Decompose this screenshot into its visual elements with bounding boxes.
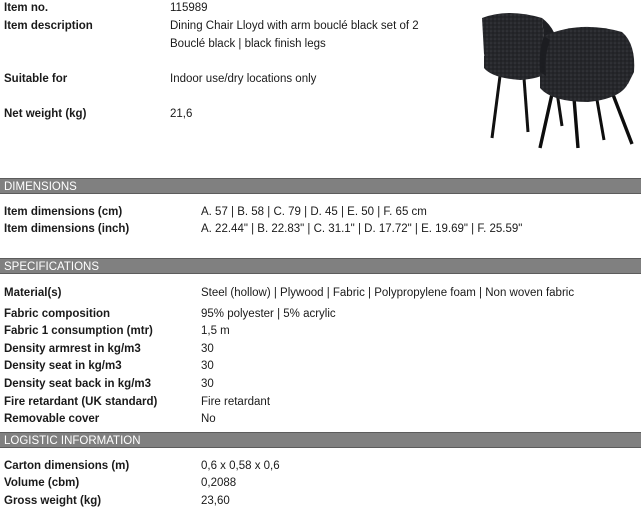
volume-label: Volume (cbm) — [4, 477, 80, 489]
density-seat-label: Density seat in kg/m3 — [4, 360, 122, 372]
item-description-value-line2: Bouclé black | black finish legs — [170, 38, 326, 50]
carton-dimensions-label: Carton dimensions (m) — [4, 460, 130, 472]
fabric-composition-value: 95% polyester | 5% acrylic — [201, 308, 336, 320]
item-no-label: Item no. — [4, 2, 49, 14]
density-seat-back-label: Density seat back in kg/m3 — [4, 378, 152, 390]
front-chair — [540, 27, 635, 148]
materials-value: Steel (hollow) | Plywood | Fabric | Polypropylene foam | Non woven fabric — [201, 287, 575, 299]
fire-retardant-value: Fire retardant — [201, 396, 271, 408]
item-description-value-line1: Dining Chair Lloyd with arm bouclé black set of 2 — [170, 20, 419, 32]
fabric-consumption-label: Fabric 1 consumption (mtr) — [4, 325, 153, 337]
density-armrest-label: Density armrest in kg/m3 — [4, 343, 141, 355]
removable-cover-value: No — [201, 413, 216, 425]
density-seat-value: 30 — [201, 360, 214, 372]
density-armrest-value: 30 — [201, 343, 214, 355]
dining-chair-pair-image — [462, 6, 638, 152]
materials-label: Material(s) — [4, 287, 62, 299]
net-weight-label: Net weight (kg) — [4, 108, 87, 120]
volume-value: 0,2088 — [201, 477, 237, 489]
dimensions-cm-value: A. 57 | B. 58 | C. 79 | D. 45 | E. 50 | F. 65 cm — [201, 206, 427, 218]
gross-weight-label: Gross weight (kg) — [4, 495, 102, 507]
dimensions-cm-label: Item dimensions (cm) — [4, 206, 123, 218]
dimensions-inch-label: Item dimensions (inch) — [4, 223, 130, 235]
logistic-section-header: LOGISTIC INFORMATION — [0, 432, 641, 448]
gross-weight-value: 23,60 — [201, 495, 230, 507]
fire-retardant-label: Fire retardant (UK standard) — [4, 396, 158, 408]
fabric-consumption-value: 1,5 m — [201, 325, 230, 337]
item-description-label: Item description — [4, 20, 93, 32]
fabric-composition-label: Fabric composition — [4, 308, 111, 320]
suitable-for-value: Indoor use/dry locations only — [170, 73, 317, 85]
density-seat-back-value: 30 — [201, 378, 214, 390]
item-no-value: 115989 — [170, 2, 208, 14]
specifications-section-header: SPECIFICATIONS — [0, 258, 641, 274]
dimensions-section-header: DIMENSIONS — [0, 178, 641, 194]
dimensions-inch-value: A. 22.44" | B. 22.83" | C. 31.1" | D. 17.72" | E. 19.69" | F. 25.59" — [201, 223, 523, 235]
carton-dimensions-value: 0,6 x 0,58 x 0,6 — [201, 460, 280, 472]
removable-cover-label: Removable cover — [4, 413, 100, 425]
net-weight-value: 21,6 — [170, 108, 193, 120]
suitable-for-label: Suitable for — [4, 73, 68, 85]
